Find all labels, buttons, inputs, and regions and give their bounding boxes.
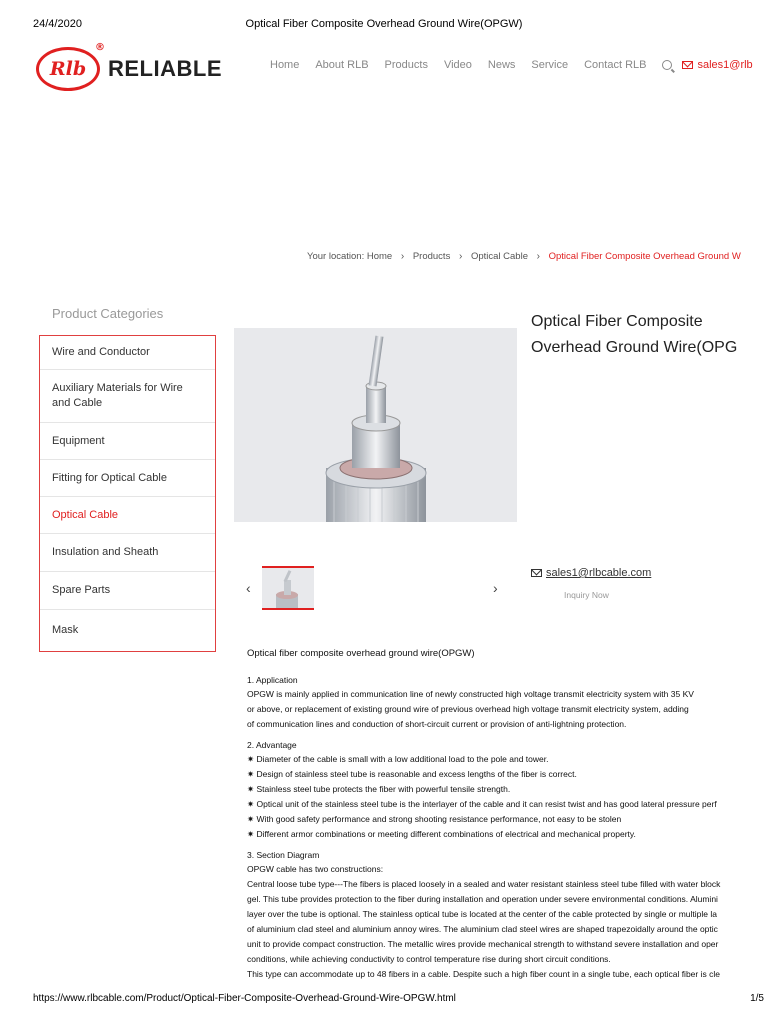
inquiry-email-text: sales1@rlbcable.com xyxy=(546,567,652,579)
section-line: gel. This tube provides protection to the fiber during installation and operation under severe environmental conditions. Alumini xyxy=(247,894,718,904)
prev-image-button[interactable]: ‹ xyxy=(246,580,251,596)
chevron-right-icon: › xyxy=(536,251,540,262)
product-thumbnail[interactable] xyxy=(262,566,314,610)
section-line: Central loose tube type---The fibers is placed loosely in a sealed and water resistant stainless steel tube filled with water block xyxy=(247,879,721,889)
product-title-line2: Overhead Ground Wire(OPG xyxy=(531,339,738,356)
application-heading: 1. Application xyxy=(247,675,298,685)
product-title xyxy=(531,309,768,361)
application-line: or above, or replacement of existing ground wire of previous overhead high voltage transmit electricity system, adding xyxy=(247,704,689,714)
section-line: unit to provide compact construction. The metallic wires provide mechanical strength to withstand severe installation and oper xyxy=(247,939,719,949)
category-spare-parts[interactable]: Spare Parts xyxy=(40,572,215,610)
nav-email-link[interactable] xyxy=(682,59,752,71)
section-line: OPGW cable has two constructions: xyxy=(247,864,384,874)
breadcrumb-current: Optical Fiber Composite Overhead Ground W xyxy=(548,251,741,262)
next-image-button[interactable]: › xyxy=(493,580,498,596)
category-equipment[interactable]: Equipment xyxy=(40,423,215,460)
nav-video[interactable]: Video xyxy=(443,59,472,71)
nav-home[interactable]: Home xyxy=(270,59,300,71)
breadcrumb xyxy=(307,251,741,262)
categories-list xyxy=(39,335,216,652)
logo-mark-text: Rlb xyxy=(49,58,87,80)
logo-text: RELIABLE xyxy=(108,56,222,81)
print-url: https://www.rlbcable.com/Product/Optical-Fiber-Composite-Overhead-Ground-Wire-OPGW.html xyxy=(33,993,456,1004)
advantage-line: ✷ Optical unit of the stainless steel tube is the interlayer of the cable and it can resist twist and has good lateral pressure perf xyxy=(247,799,717,809)
nav-email-text: sales1@rlb xyxy=(697,59,753,71)
breadcrumb-products[interactable]: Products xyxy=(412,251,451,262)
mail-icon xyxy=(682,61,693,69)
advantage-line: ✷ Stainless steel tube protects the fiber with powerful tensile strength. xyxy=(247,784,511,794)
section-heading: 3. Section Diagram xyxy=(247,850,320,860)
categories-title: Product Categories xyxy=(52,306,164,321)
advantage-line: ✷ Diameter of the cable is small with a low additional load to the pole and tower. xyxy=(247,754,549,764)
category-optical-cable[interactable]: Optical Cable xyxy=(40,497,215,534)
nav-news[interactable]: News xyxy=(487,59,516,71)
inquiry-email-link[interactable] xyxy=(531,567,651,579)
mail-icon xyxy=(531,569,542,577)
nav-about[interactable]: About RLB xyxy=(315,59,369,71)
print-date: 24/4/2020 xyxy=(33,18,82,30)
category-wire-and-conductor[interactable]: Wire and Conductor xyxy=(40,336,215,370)
application-line: OPGW is mainly applied in communication line of newly constructed high voltage transmit electricity system with 35 KV xyxy=(247,689,694,699)
advantage-line: ✷ Different armor combinations or meeting different combinations of electrical and mechanical property. xyxy=(247,829,636,839)
logo-mark xyxy=(36,42,105,91)
section-line: layer over the tube is optional. The stainless optical tube is located at the center of the cable protected by single or multiple la xyxy=(247,909,717,919)
main-nav xyxy=(270,59,753,71)
inquiry-now-button[interactable]: Inquiry Now xyxy=(564,590,609,600)
advantage-heading: 2. Advantage xyxy=(247,740,297,750)
registered-icon: ® xyxy=(95,42,105,53)
site-logo[interactable] xyxy=(36,42,222,92)
description-intro: Optical fiber composite overhead ground wire(OPGW) xyxy=(247,648,475,659)
nav-service[interactable]: Service xyxy=(531,59,569,71)
application-line: of communication lines and conduction of short-circuit current or provision of anti-lightning protection. xyxy=(247,719,627,729)
product-title-line1: Optical Fiber Composite xyxy=(531,313,703,330)
nav-contact[interactable]: Contact RLB xyxy=(584,59,647,71)
search-icon[interactable] xyxy=(662,60,672,70)
section-line: of aluminium clad steel and aluminium annoy wires. The aluminium clad steel wires are shaped trapezoidally around the optic xyxy=(247,924,718,934)
print-title: Optical Fiber Composite Overhead Ground Wire(OPGW) xyxy=(245,18,523,30)
chevron-right-icon: › xyxy=(400,251,405,262)
category-fitting-optical-cable[interactable]: Fitting for Optical Cable xyxy=(40,460,215,497)
breadcrumb-home[interactable]: Home xyxy=(366,251,393,262)
advantage-line: ✷ Design of stainless steel tube is reasonable and excess lengths of the fiber is correct. xyxy=(247,769,577,779)
product-image xyxy=(234,328,517,522)
chevron-right-icon: › xyxy=(458,251,463,262)
print-page-number: 1/5 xyxy=(750,993,764,1004)
product-description xyxy=(247,648,768,982)
advantage-line: ✷ With good safety performance and strong shooting resistance performance, not easy to be stolen xyxy=(247,814,622,824)
category-mask[interactable]: Mask xyxy=(52,624,79,636)
nav-products[interactable]: Products xyxy=(384,59,428,71)
breadcrumb-prefix: Your location: xyxy=(307,251,365,262)
breadcrumb-category[interactable]: Optical Cable xyxy=(470,251,528,262)
section-line: This type can accommodate up to 48 fibers in a cable. Despite such a high fiber count in a single tube, each optical fiber is cle xyxy=(247,969,720,979)
section-line: conditions, while achieving conductivity to control temperature rise during short circuit conditions. xyxy=(247,954,611,964)
category-insulation-sheath[interactable]: Insulation and Sheath xyxy=(40,534,215,572)
category-auxiliary-materials[interactable]: Auxiliary Materials for Wire and Cable xyxy=(40,370,215,423)
